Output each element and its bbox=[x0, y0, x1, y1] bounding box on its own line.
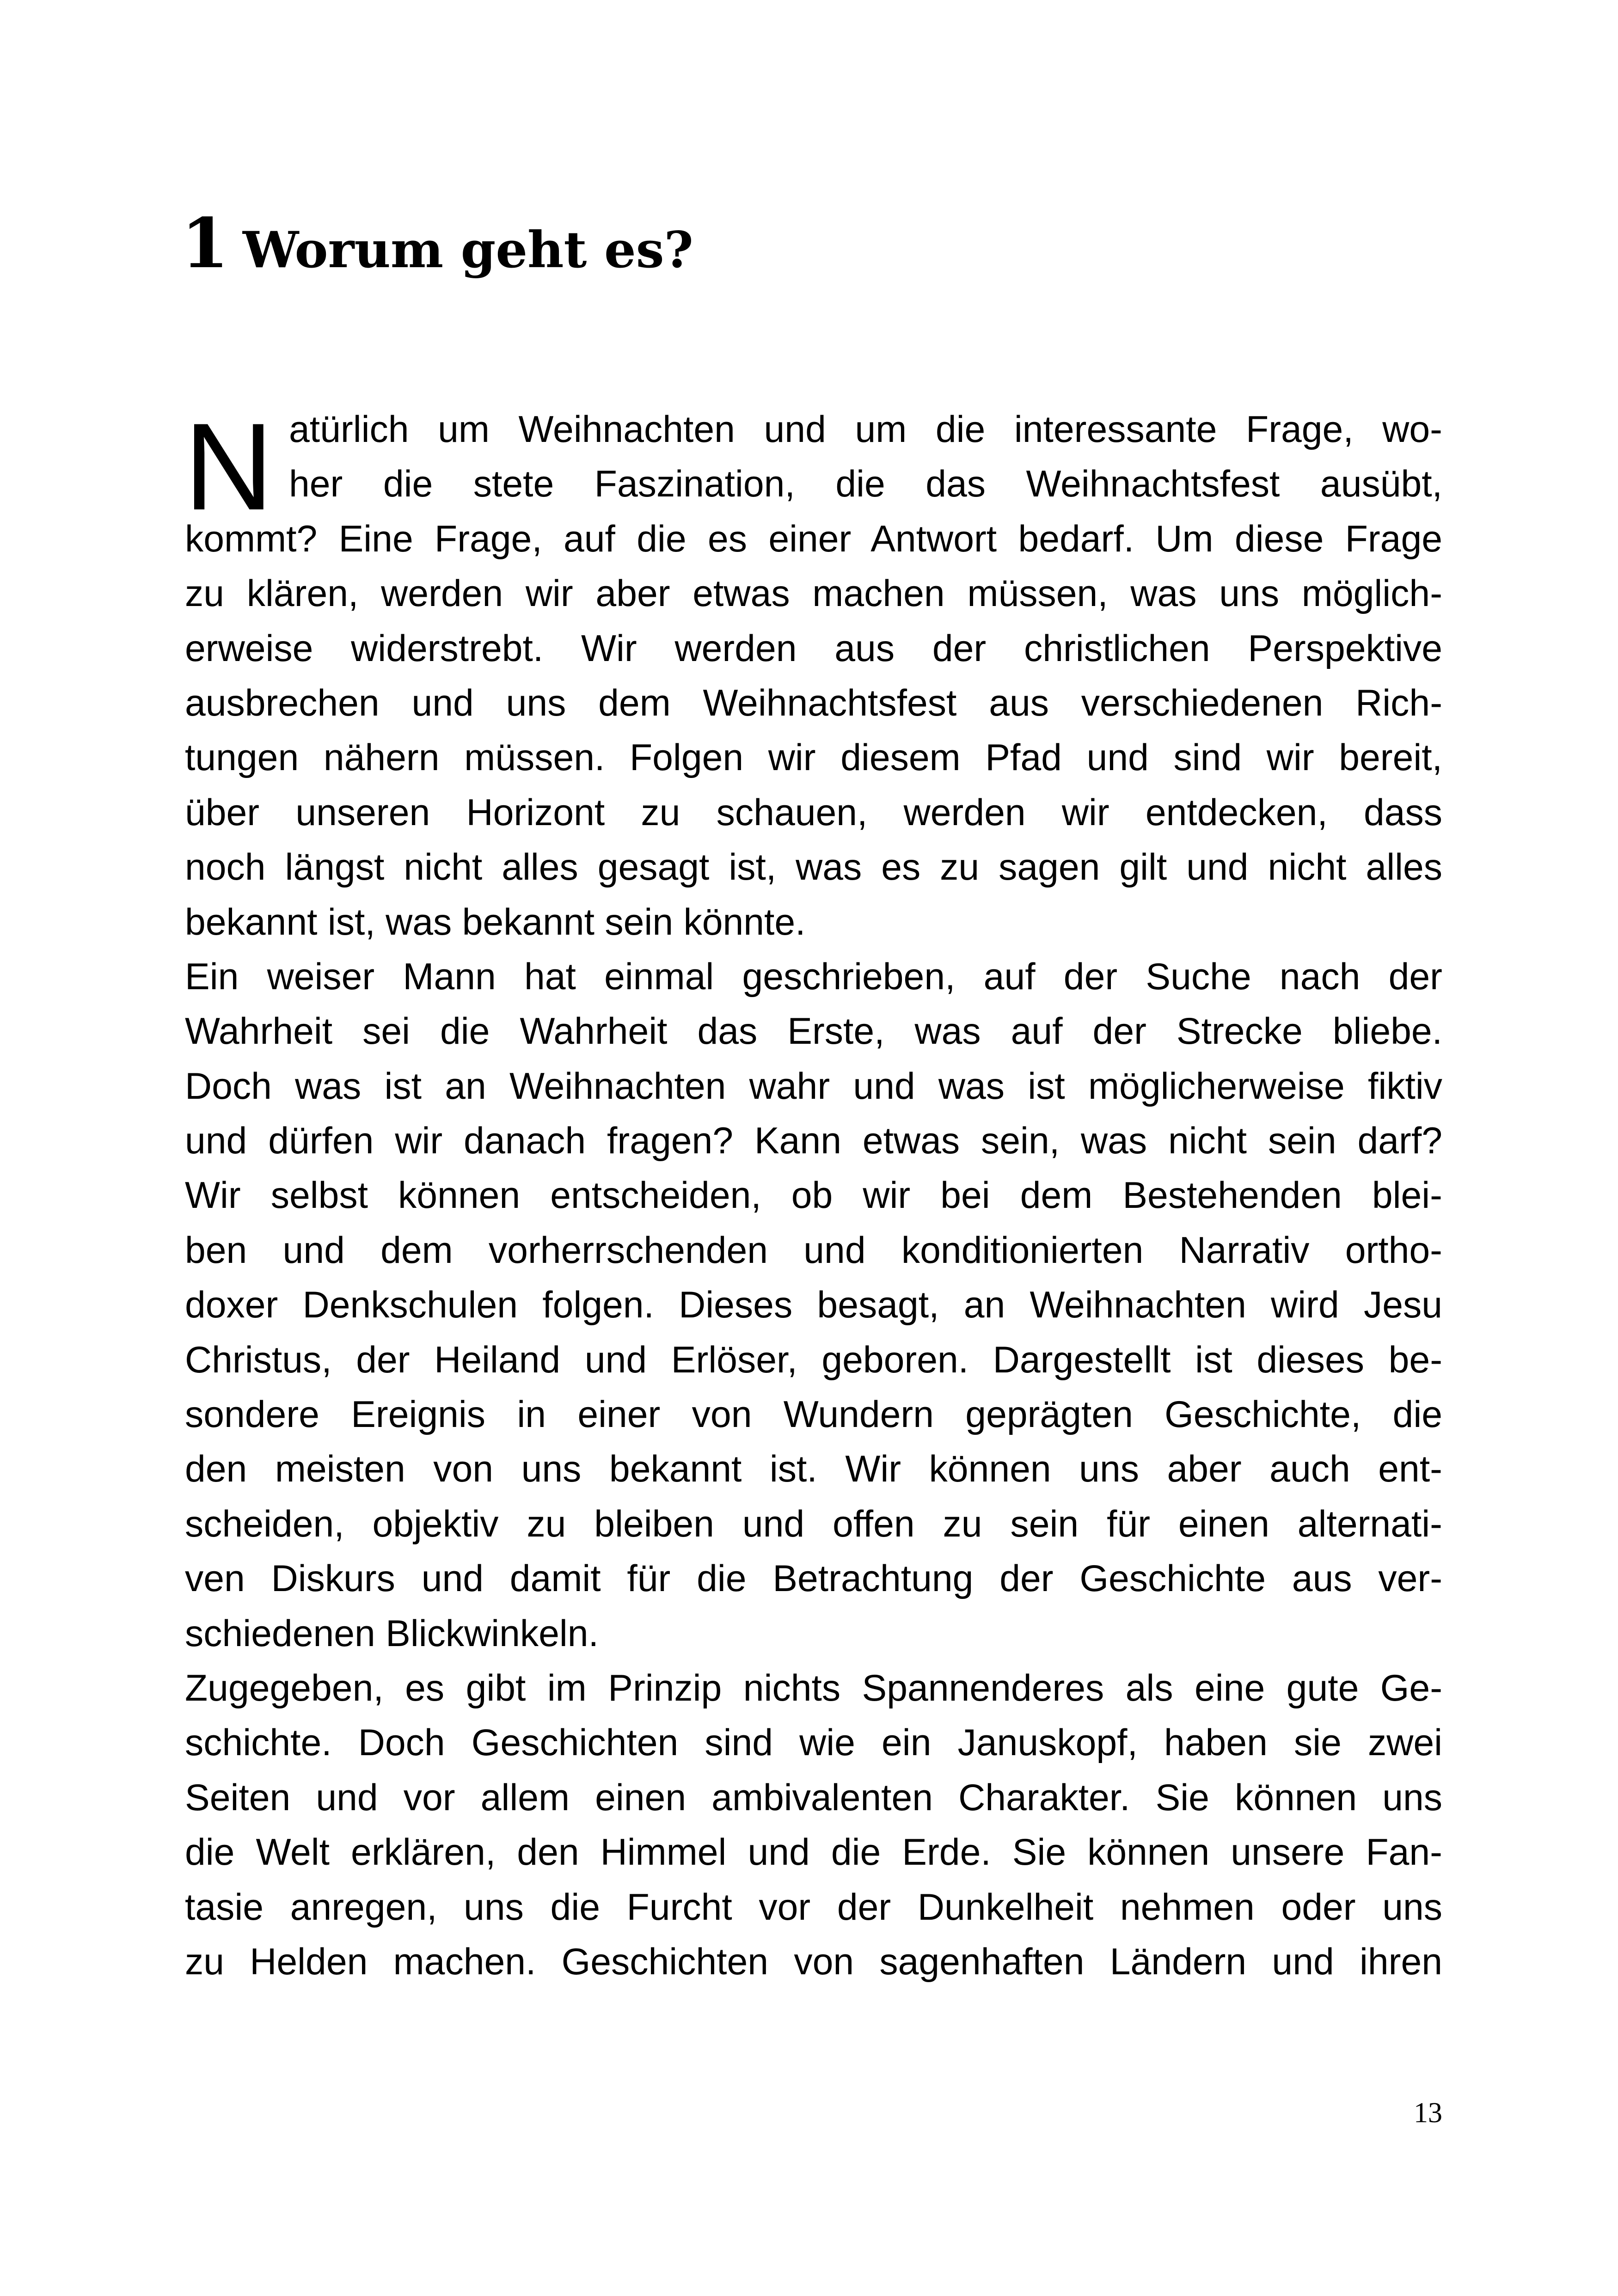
drop-cap-initial: N bbox=[184, 397, 274, 536]
text-line: zu Helden machen. Geschichten von sagenhaften Ländern und ihren bbox=[185, 1941, 1442, 1983]
text-line: Ein weiser Mann hat einmal geschrieben, auf der Suche nach der bbox=[185, 955, 1442, 998]
text-line: und dürfen wir danach fragen? Kann etwas sein, was nicht sein darf? bbox=[185, 1120, 1442, 1162]
text-line: kommt? Eine Frage, auf die es einer Antwort bedarf. Um diese Frage bbox=[185, 518, 1442, 560]
text-line: doxer Denkschulen folgen. Dieses besagt, an Weihnachten wird Jesu bbox=[185, 1284, 1442, 1326]
text-line: atürlich um Weihnachten und um die interessante Frage, wo- bbox=[289, 409, 1442, 450]
paragraph bbox=[185, 949, 1442, 1661]
text-line: die Welt erklären, den Himmel und die Erde. Sie können unsere Fan- bbox=[185, 1831, 1442, 1874]
page-number: 13 bbox=[1414, 2097, 1442, 2129]
text-line: schiedenen Blickwinkeln. bbox=[185, 1612, 599, 1654]
text-line: Christus, der Heiland und Erlöser, geboren. Dargestellt ist dieses be- bbox=[185, 1339, 1442, 1381]
text-line: ausbrechen und uns dem Weihnachtsfest aus verschiedenen Rich- bbox=[185, 682, 1442, 724]
text-line: tasie anregen, uns die Furcht vor der Dunkelheit nehmen oder uns bbox=[185, 1886, 1442, 1928]
text-line: bekannt ist, was bekannt sein könnte. bbox=[185, 901, 806, 943]
text-line: ben und dem vorherrschenden und konditionierten Narrativ ortho- bbox=[185, 1229, 1442, 1271]
text-line: erweise widerstrebt. Wir werden aus der christlichen Perspektive bbox=[185, 627, 1442, 669]
text-line: Zugegeben, es gibt im Prinzip nichts Spannenderes als eine gute Ge- bbox=[185, 1667, 1442, 1709]
text-line: über unseren Horizont zu schauen, werden wir entdecken, dass bbox=[185, 791, 1442, 833]
text-line: sondere Ereignis in einer von Wundern geprägten Geschichte, die bbox=[185, 1394, 1442, 1436]
text-line: noch längst nicht alles gesagt ist, was es zu sagen gilt und nicht alles bbox=[185, 846, 1442, 888]
text-line: Wahrheit sei die Wahrheit das Erste, was auf der Strecke bliebe. bbox=[185, 1010, 1442, 1053]
text-line: Doch was ist an Weihnachten wahr und was ist möglicherweise fiktiv bbox=[185, 1065, 1442, 1107]
chapter-number: 1 bbox=[181, 203, 229, 283]
chapter-heading bbox=[181, 203, 693, 283]
paragraph bbox=[185, 1661, 1442, 1989]
text-line: her die stete Faszination, die das Weihnachtsfest ausübt, bbox=[289, 463, 1442, 505]
text-line: den meisten von uns bekannt ist. Wir können uns aber auch ent- bbox=[185, 1448, 1442, 1490]
text-line: tungen nähern müssen. Folgen wir diesem Pfad und sind wir bereit, bbox=[185, 737, 1442, 779]
text-line: scheiden, objektiv zu bleiben und offen zu sein für einen alternati- bbox=[185, 1503, 1442, 1545]
text-line: Seiten und vor allem einen ambivalenten Charakter. Sie können uns bbox=[185, 1776, 1442, 1818]
paragraph bbox=[184, 397, 1442, 949]
text-line: zu klären, werden wir aber etwas machen müssen, was uns möglich- bbox=[185, 573, 1442, 615]
body-text bbox=[184, 397, 1442, 1989]
text-line: Wir selbst können entscheiden, ob wir bei dem Bestehenden blei- bbox=[185, 1175, 1442, 1217]
chapter-title: Worum geht es? bbox=[242, 221, 693, 279]
text-line: schichte. Doch Geschichten sind wie ein Januskopf, haben sie zwei bbox=[185, 1722, 1442, 1764]
text-line: ven Diskurs und damit für die Betrachtung der Geschichte aus ver- bbox=[185, 1558, 1442, 1600]
